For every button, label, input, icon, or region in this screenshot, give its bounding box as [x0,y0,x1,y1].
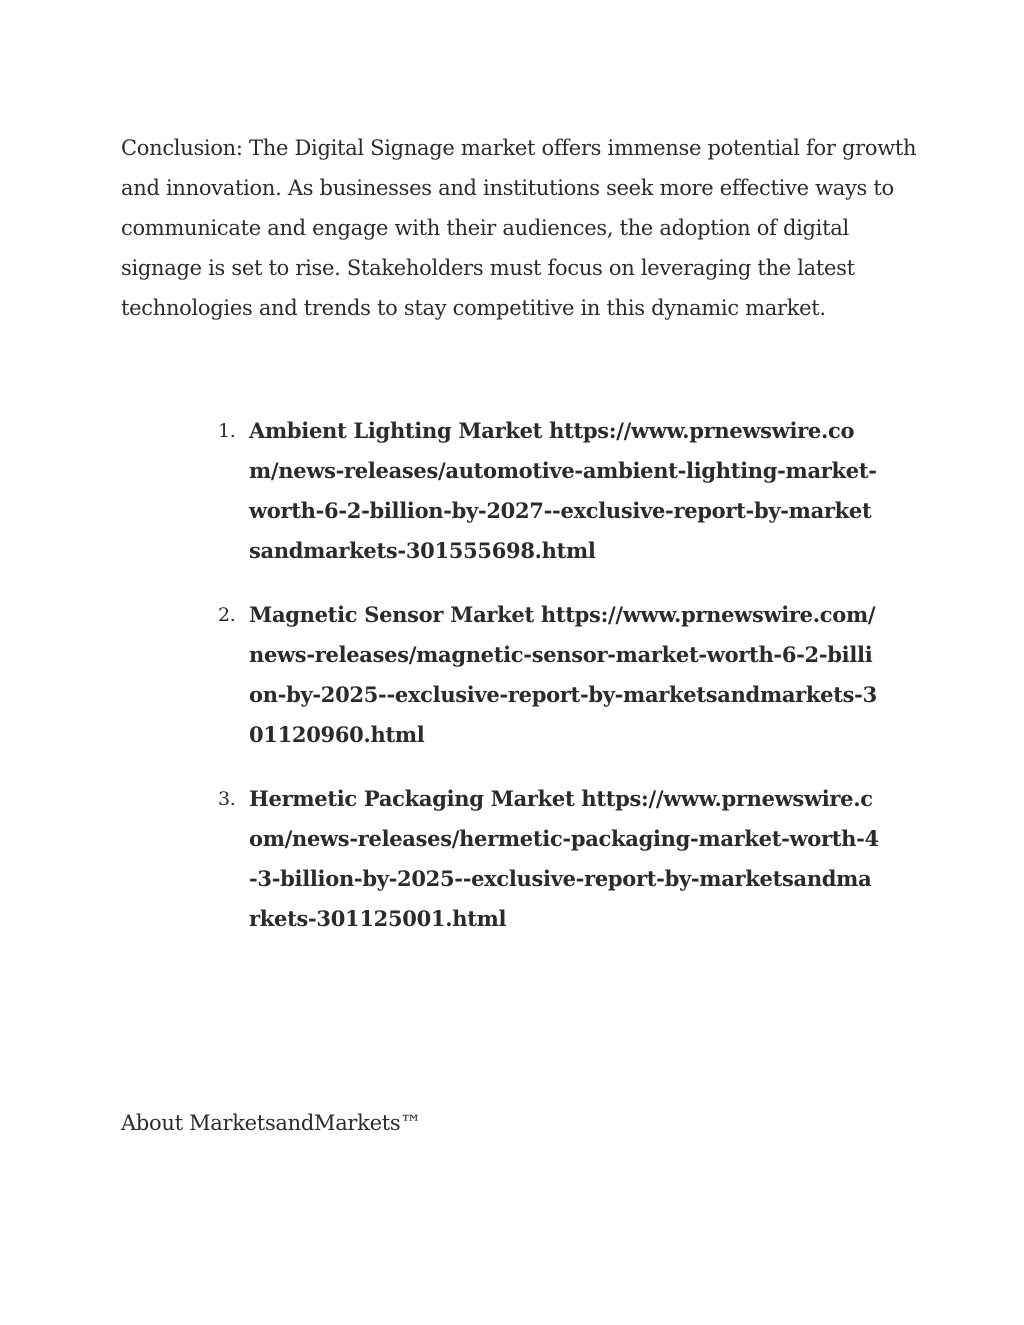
reference-number: 3. [218,788,236,810]
reference-item [0,411,879,571]
about-heading: About MarketsandMarkets™ [121,1111,422,1135]
reference-number: 2. [218,604,236,626]
reference-number: 1. [218,420,236,442]
reference-item [0,779,879,939]
reference-list [0,411,1024,963]
reference-item [0,595,879,755]
reference-link[interactable]: https://www.prnewswire.com/news-releases/magnetic-sensor-market-worth-6-2-billion-by-2025--exclusive-report-by-marketsandmarkets-301120960.html [249,602,877,747]
reference-link[interactable]: https://www.prnewswire.com/news-releases/automotive-ambient-lighting-market-worth-6-2-billion-by-2027--exclusive-report-by-marketsandmarkets-301555698.html [249,418,877,563]
reference-title: Ambient Lighting Market [249,418,543,443]
reference-link[interactable]: https://www.prnewswire.com/news-releases/hermetic-packaging-market-worth-4-3-billion-by-2025--exclusive-report-by-marketsandmarkets-301125001.html [249,786,879,931]
reference-title: Hermetic Packaging Market [249,786,575,811]
reference-title: Magnetic Sensor Market [249,602,534,627]
conclusion-paragraph: Conclusion: The Digital Signage market offers immense potential for growth and innovation. As businesses and institutions seek more effective ways to communicate and engage with their audiences, the adoption of digital signage is set to rise. Stakeholders must focus on leveraging the latest technologies and trends to stay competitive in this dynamic market. [121,136,917,320]
